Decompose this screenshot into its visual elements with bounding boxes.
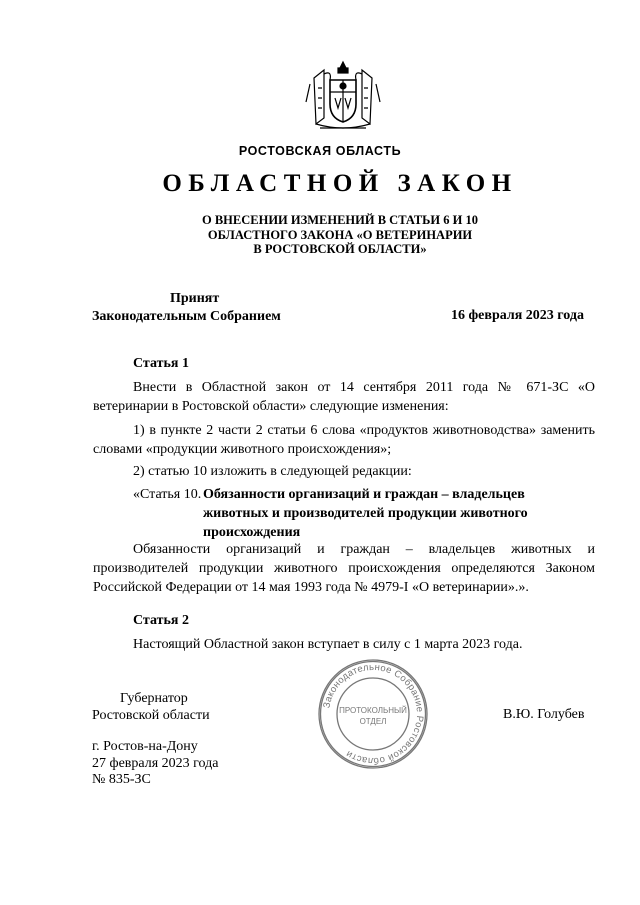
signer-region: Ростовской области [92,708,210,723]
signer-name: В.Ю. Голубев [503,707,585,722]
adoption-block [92,290,281,326]
article-1-intro: Внести в Областной закон от 14 сентября 2011 года № 671-ЗС «О ветеринарии в Ростовской области» следующие изменения: [93,380,595,414]
region-name: РОСТОВСКАЯ ОБЛАСТЬ [238,144,402,158]
document-type: ОБЛАСТНОЙ ЗАКОН [162,170,518,197]
adopting-body: Законодательным Собранием [92,309,281,324]
city: г. Ростов-на-Дону [92,739,198,754]
article-1-heading: Статья 1 [133,356,189,371]
law-title-line: ОБЛАСТНОГО ЗАКОНА «О ВЕТЕРИНАРИИ [207,227,473,242]
law-title-line: В РОСТОВСКОЙ ОБЛАСТИ» [253,242,427,256]
stamp-ring-text: Законодательное Собрание Ростовской области [321,661,426,767]
adoption-date: 16 февраля 2023 года [451,308,584,323]
article-2-text: Настоящий Областной закон вступает в силу с 1 марта 2023 года. [133,637,523,652]
article-1-item-2: 2) статью 10 изложить в следующей редакции: [133,464,412,479]
article-2-heading: Статья 2 [133,613,189,628]
law-title-line: О ВНЕСЕНИИ ИЗМЕНЕНИЙ В СТАТЬИ 6 И 10 [201,213,479,227]
signing-date: 27 февраля 2023 года [92,755,219,771]
place-date-block [92,739,219,789]
signer-position: Губернатор [120,691,188,706]
quoted-article-body: Обязанности организаций и граждан – владельцев животных и производителей продукции животного происхождения определяются Законом Российской Федерации от 14 мая 1993 года № 4979-I «О ветеринарии».». [93,542,595,595]
law-number: № 835-ЗС [92,772,151,787]
quoted-article-title: Обязанности организаций и граждан – владельцев животных и производителей продукции животного происхождения [203,487,528,540]
stamp-center-line2: ОТДЕЛ [359,717,387,726]
law-title [0,213,640,257]
adopted-label: Принят [170,291,220,306]
stamp-center-line1: ПРОТОКОЛЬНЫЙ [339,706,407,715]
article-1-item-1: 1) в пункте 2 части 2 статьи 6 слова «продуктов животноводства» заменить словами «продукции животного происхождения»; [93,423,595,457]
official-stamp [317,658,429,770]
coat-of-arms-emblem [302,58,384,134]
signer-title [92,690,210,724]
quoted-article-prefix: «Статья 10. [133,487,202,502]
